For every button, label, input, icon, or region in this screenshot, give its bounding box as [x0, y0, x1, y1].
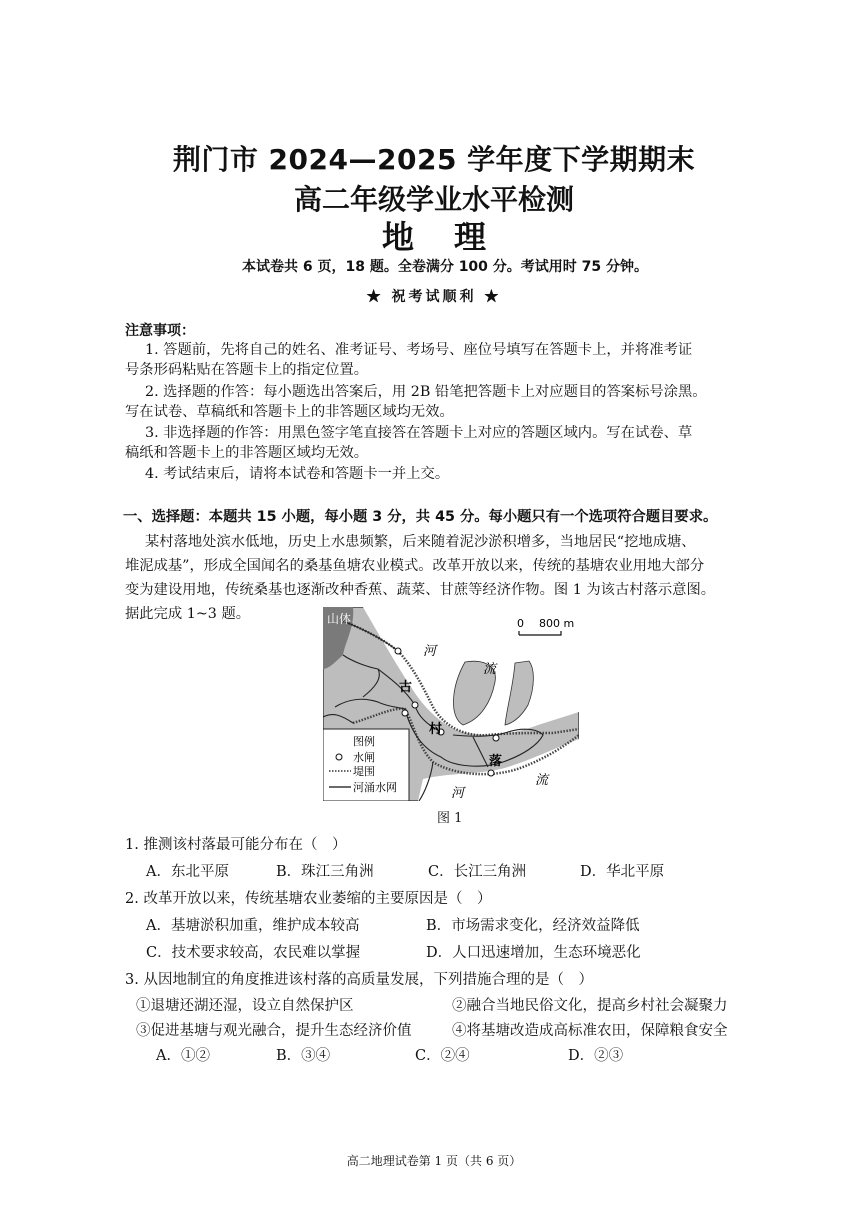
notice-line: 2. 选择题的作答：每小题选出答案后，用 2B 铅笔把答题卡上对应题目的答案标号涂黑。 — [145, 384, 707, 400]
question-3-statement: ③促进基塘与观光融合，提升生态经济价值 — [136, 1023, 412, 1039]
page-footer: 高二地理试卷第 1 页（共 6 页） — [346, 1154, 522, 1168]
scale-zero: 0 — [517, 617, 524, 630]
passage-line: 变为建设用地，传统桑基也逐渐改种香蕉、蔬菜、甘蔗等经济作物。图 1 为该古村落示意图。 — [125, 582, 716, 598]
water-gate-marker — [412, 702, 418, 708]
question-3-statement: ①退塘还湖还湿，设立自然保护区 — [136, 998, 354, 1014]
question-1-stem: 1. 推测该村落最可能分布在（ ） — [125, 837, 347, 853]
village-label: 落 — [489, 754, 503, 769]
question-2-stem: 2. 改革开放以来，传统基塘农业萎缩的主要原因是（ ） — [125, 891, 492, 907]
passage-line: 某村落地处滨水低地，历史上水患频繁，后来随着泥沙淤积增多，当地居民“挖地成塘、 — [145, 534, 696, 550]
legend-gate-symbol — [336, 754, 342, 760]
legend-item-label: 水闸 — [353, 751, 375, 764]
exam-title-line1: 荆门市 2024—2025 学年度下学期期末 — [172, 143, 696, 176]
question-3-option-a: A．①② — [156, 1048, 210, 1064]
question-2-option-c: C．技术要求较高，农民难以掌握 — [146, 945, 361, 961]
notice-line: 号条形码粘贴在答题卡上的指定位置。 — [125, 362, 369, 378]
question-3-option-d: D．②③ — [568, 1048, 624, 1064]
village-label: 古 — [399, 680, 413, 695]
water-gate-marker — [395, 648, 401, 654]
notice-line: 稿纸和答题卡上的非答题区域均无效。 — [125, 445, 369, 461]
section-heading: 一、选择题：本题共 15 小题，每小题 3 分，共 45 分。每小题只有一个选项符合题目要求。 — [123, 509, 718, 525]
question-1-option-b: B．珠江三角洲 — [276, 864, 374, 880]
passage-line: 堆泥成基”，形成全国闻名的桑基鱼塘农业模式。改革开放以来，传统的基塘农业用地大部分 — [125, 558, 705, 574]
wish-line: ★ 祝考试顺利 ★ — [366, 289, 502, 305]
question-2-option-a: A．基塘淤积加重，维护成本较高 — [146, 918, 360, 934]
river-label: 河 — [451, 786, 465, 801]
scale-label: 800 m — [539, 617, 575, 630]
mountain-label: 山体 — [327, 612, 352, 626]
river-label: 流 — [535, 773, 549, 788]
village-label: 村 — [429, 722, 443, 737]
notice-line: 1. 答题前，先将自己的姓名、准考证号、考场号、座位号填写在答题卡上，并将准考证 — [145, 342, 693, 358]
village-map-figure — [323, 607, 579, 801]
notice-line: 3. 非选择题的作答：用黑色签字笔直接答在答题卡上对应的答题区域内。写在试卷、草 — [145, 425, 693, 441]
question-3-option-b: B．③④ — [276, 1048, 331, 1064]
question-3-option-c: C．②④ — [415, 1048, 470, 1064]
legend-item-label: 河涌水网 — [353, 781, 397, 794]
passage-line: 据此完成 1~3 题。 — [125, 606, 251, 622]
question-2-option-b: B．市场需求变化，经济效益降低 — [426, 918, 640, 934]
water-gate-marker — [488, 770, 494, 776]
question-1-option-d: D．华北平原 — [580, 864, 665, 880]
legend-item-label: 堤围 — [353, 765, 375, 778]
water-gate-marker — [493, 735, 499, 741]
notice-line: 写在试卷、草稿纸和答题卡上的非答题区域均无效。 — [125, 404, 454, 420]
question-1-option-c: C．长江三角洲 — [428, 864, 527, 880]
question-1-option-a: A．东北平原 — [146, 864, 229, 880]
exam-info: 本试卷共 6 页，18 题。全卷满分 100 分。考试用时 75 分钟。 — [241, 259, 649, 275]
notice-heading: 注意事项： — [125, 323, 195, 339]
question-3-statement: ②融合当地民俗文化，提高乡村社会凝聚力 — [452, 998, 728, 1014]
legend-title: 图例 — [353, 735, 375, 748]
exam-title-line2: 高二年级学业水平检测 — [293, 183, 574, 216]
figure-caption: 图 1 — [437, 811, 463, 826]
question-2-option-d: D．人口迅速增加，生态环境恶化 — [426, 945, 641, 961]
question-3-statement: ④将基塘改造成高标准农田，保障粮食安全 — [452, 1023, 728, 1039]
subject-title: 地理 — [381, 218, 526, 256]
question-3-stem: 3. 从因地制宜的角度推进该村落的高质量发展，下列措施合理的是（ ） — [125, 972, 593, 988]
river-label: 流 — [483, 662, 497, 677]
notice-line: 4. 考试结束后，请将本试卷和答题卡一并上交。 — [145, 466, 450, 482]
water-gate-marker — [402, 710, 408, 716]
river-label: 河 — [423, 644, 437, 659]
